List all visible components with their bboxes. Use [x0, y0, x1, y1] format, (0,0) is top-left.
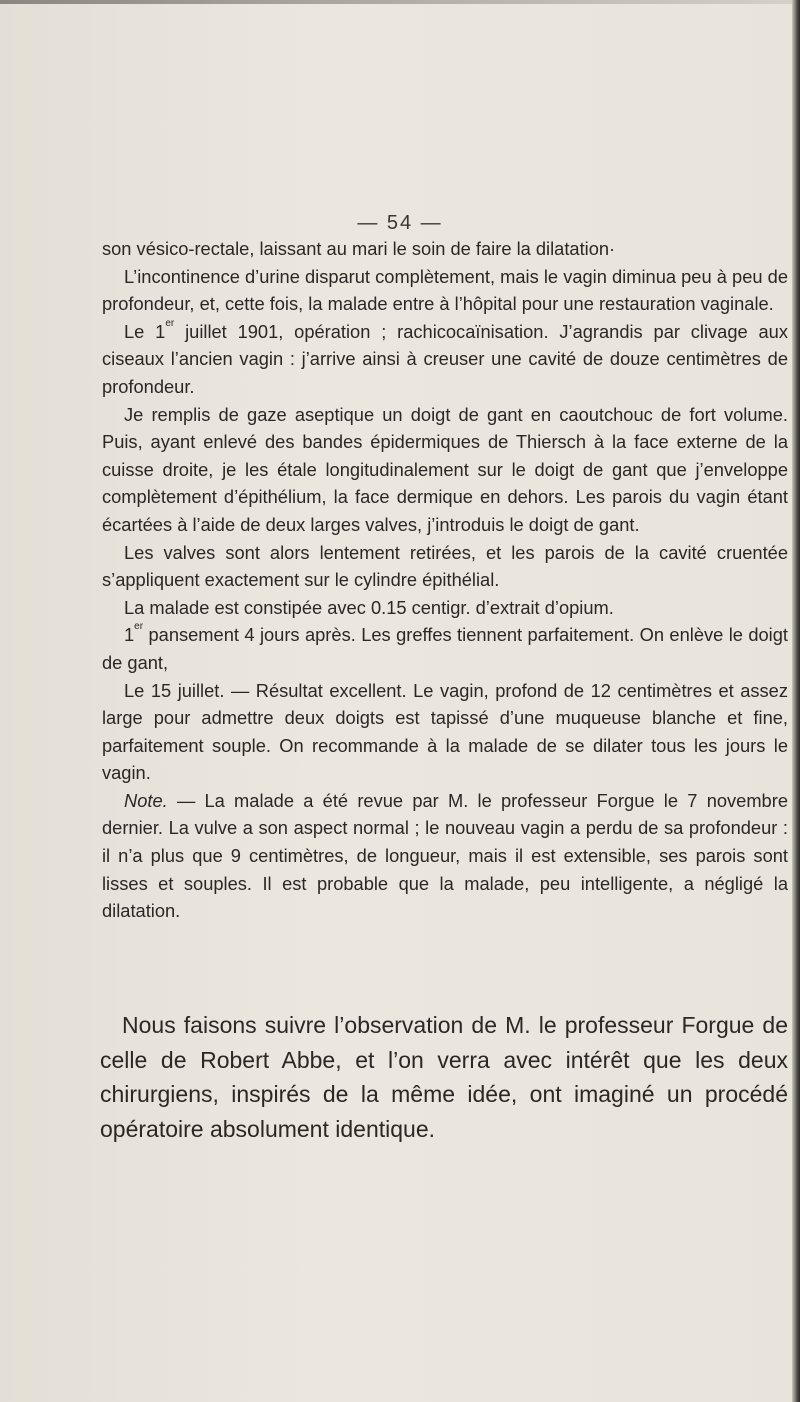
date-prefix: Le 1 — [124, 320, 166, 342]
page-top-edge — [0, 0, 800, 4]
paragraph-2: L’incontinence d’urine disparut complètement, mais le vagin diminua peu à peu de profondeur, et, cette fois, la malade entre à l’hôpital pour une restauration vaginale. — [102, 265, 788, 315]
paragraph-3-text: juillet 1901, opération ; rachicocaïnisation. J’agrandis par clivage aux ciseaux l’ancien vagin : j’arrive ainsi à creuser une cavité de douze centimètres de profondeur. — [102, 320, 788, 397]
ordinal-suffix: er — [134, 621, 144, 633]
page-right-edge — [792, 0, 800, 1402]
closing-paragraph — [100, 1008, 788, 1146]
paragraph-3 — [102, 318, 788, 401]
paragraph-9-text: — La malade a été revue par M. le professeur Forgue le 7 novembre dernier. La vulve a son aspect normal ; le nouveau vagin a perdu de sa profondeur : il n’a plus que 9 centimètres, de longueur, mais il est extensible, ses parois sont lisses et souples. Il est probable que la malade, peu intelligente, a négligé la dilatation. — [102, 789, 788, 922]
paragraph-4: Je remplis de gaze aseptique un doigt de gant en caoutchouc de fort volume. Puis, ayant enlevé des bandes épidermiques de Thiersch à la face externe de la cuisse droite, je les étale longitudinalement sur le doigt de gant que j’enveloppe complètement d’épithélium, la face dermique en dehors. Les parois du vagin étant écartées à l’aide de deux larges valves, j’introduis le doigt de gant. — [102, 403, 788, 535]
note-label: Note. — [124, 789, 168, 811]
paragraph-6: La malade est constipée avec 0.15 centigr. d’extrait d’opium. — [124, 596, 614, 618]
page-number: — 54 — — [357, 212, 443, 234]
closing-text: Nous faisons suivre l’observation de M. le professeur Forgue de celle de Robert Abbe, et l’on verra avec intérêt que les deux chirurgiens, inspirés de la même idée, ont imaginé un procédé opératoire absolument identique. — [100, 1012, 788, 1142]
paragraph-9 — [102, 787, 788, 925]
ordinal-number: 1 — [124, 624, 135, 646]
paragraph-7-text: pansement 4 jours après. Les greffes tiennent parfaitement. On enlève le doigt de gant, — [102, 624, 788, 673]
paragraph-7 — [102, 621, 788, 676]
paragraph-8: Le 15 juillet. — Résultat excellent. Le vagin, profond de 12 centimètres et assez large pour admettre deux doigts est tapissé d’une muqueuse blanche et fine, parfaitement souple. On recommande à la malade de se dilater tous les jours le vagin. — [102, 679, 788, 784]
observation-text — [102, 235, 788, 925]
paragraph-5: Les valves sont alors lentement retirées, et les parois de la cavité cruentée s’appliquent exactement sur le cylindre épithélial. — [102, 541, 788, 591]
paragraph-1: son vésico-rectale, laissant au mari le soin de faire la dilatation· — [102, 238, 616, 259]
ordinal-suffix: er — [165, 317, 175, 329]
